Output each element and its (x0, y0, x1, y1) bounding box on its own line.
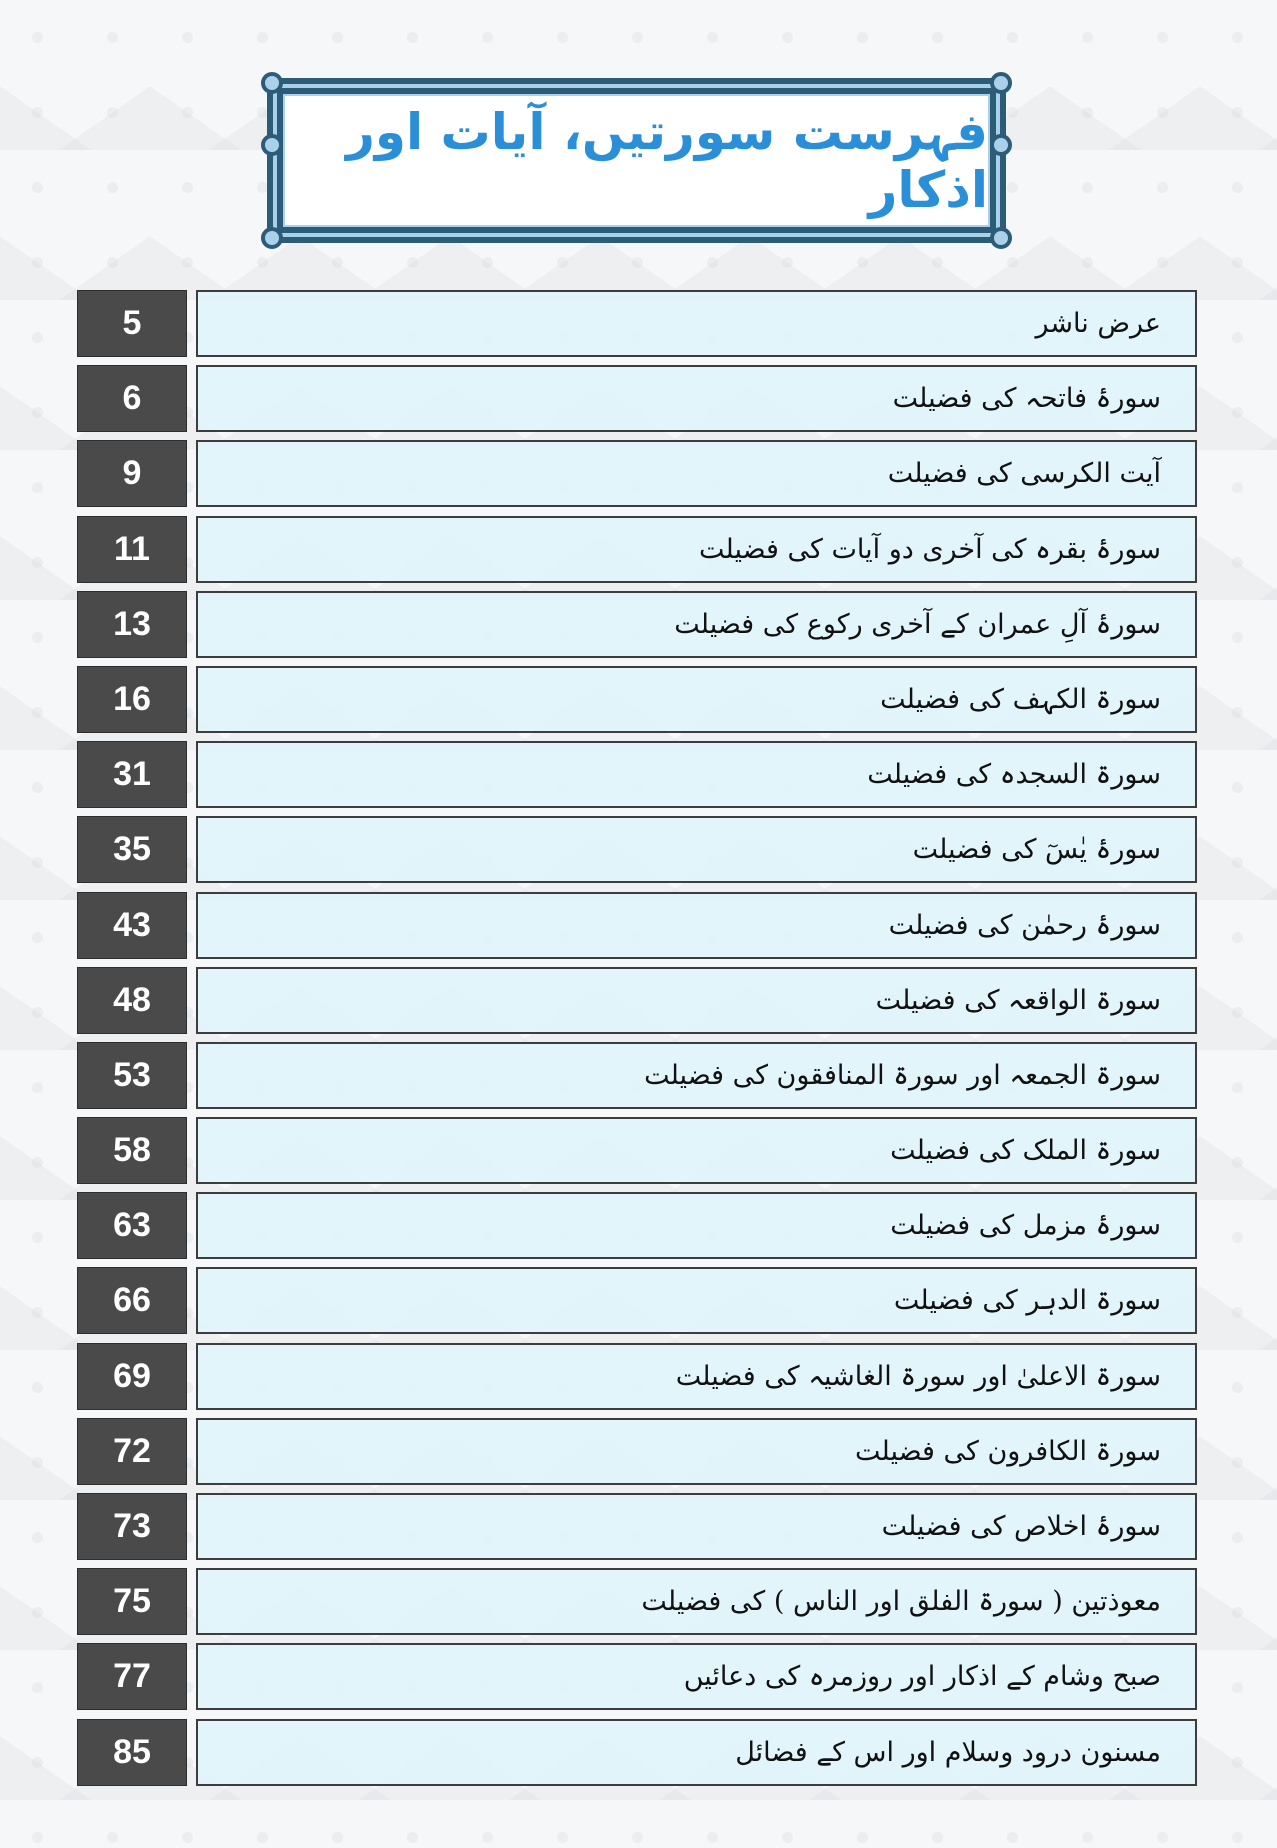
page-number: 77 (77, 1643, 187, 1710)
entry-title: سورۃ الجمعہ اور سورۃ المنافقون کی فضیلت (196, 1042, 1197, 1109)
title-frame-inner-border (277, 88, 996, 233)
entry-title: سورۂ فاتحہ کی فضیلت (196, 365, 1197, 432)
entry-title: سورۃ الاعلیٰ اور سورۃ الغاشیہ کی فضیلت (196, 1343, 1197, 1410)
page-number: 35 (77, 816, 187, 883)
entry-title: مسنون درود وسلام اور اس کے فضائل (196, 1719, 1197, 1786)
page-number: 13 (77, 591, 187, 658)
entry-title: سورۂ رحمٰن کی فضیلت (196, 892, 1197, 959)
entry-title: سورۃ الملک کی فضیلت (196, 1117, 1197, 1184)
page-number: 48 (77, 967, 187, 1034)
page-number: 73 (77, 1493, 187, 1560)
frame-knot-ornament-icon (990, 227, 1012, 249)
title-frame-border (273, 84, 1000, 237)
frame-knot-ornament-icon (990, 72, 1012, 94)
page-number: 6 (77, 365, 187, 432)
toc-row[interactable] (77, 1343, 1197, 1410)
toc-row[interactable] (77, 1418, 1197, 1485)
entry-title: سورۃ السجدہ کی فضیلت (196, 741, 1197, 808)
title-frame (267, 78, 1006, 243)
toc-row[interactable] (77, 967, 1197, 1034)
toc-row[interactable] (77, 1643, 1197, 1710)
entry-title: سورۂ بقرہ کی آخری دو آیات کی فضیلت (196, 516, 1197, 583)
entry-title: عرض ناشر (196, 290, 1197, 357)
entry-title: سورۂ آلِ عمران کے آخری رکوع کی فضیلت (196, 591, 1197, 658)
page-number: 11 (77, 516, 187, 583)
page-number: 63 (77, 1192, 187, 1259)
toc-row[interactable] (77, 591, 1197, 658)
frame-knot-ornament-icon (990, 134, 1012, 156)
frame-knot-ornament-icon (261, 227, 283, 249)
entry-title: صبح وشام کے اذکار اور روزمرہ کی دعائیں (196, 1643, 1197, 1710)
entry-title: سورۂ مزمل کی فضیلت (196, 1192, 1197, 1259)
toc-row[interactable] (77, 516, 1197, 583)
toc-row[interactable] (77, 1267, 1197, 1334)
entry-title: آیت الکرسی کی فضیلت (196, 440, 1197, 507)
toc-row[interactable] (77, 365, 1197, 432)
page-number: 69 (77, 1343, 187, 1410)
entry-title: سورۃ الکہف کی فضیلت (196, 666, 1197, 733)
page-number: 72 (77, 1418, 187, 1485)
entry-title: سورۂ اخلاص کی فضیلت (196, 1493, 1197, 1560)
page-number: 53 (77, 1042, 187, 1109)
page-number: 66 (77, 1267, 187, 1334)
table-of-contents (77, 290, 1197, 1794)
toc-row[interactable] (77, 816, 1197, 883)
title-panel (283, 94, 990, 227)
toc-row[interactable] (77, 290, 1197, 357)
entry-title: سورۂ یٰسٓ کی فضیلت (196, 816, 1197, 883)
toc-row[interactable] (77, 1493, 1197, 1560)
entry-title: سورۃ الواقعہ کی فضیلت (196, 967, 1197, 1034)
toc-row[interactable] (77, 892, 1197, 959)
page-number: 85 (77, 1719, 187, 1786)
frame-knot-ornament-icon (261, 134, 283, 156)
frame-knot-ornament-icon (261, 72, 283, 94)
page-number: 5 (77, 290, 187, 357)
toc-row[interactable] (77, 1192, 1197, 1259)
entry-title: سورۃ الکافرون کی فضیلت (196, 1418, 1197, 1485)
page-number: 9 (77, 440, 187, 507)
page-number: 31 (77, 741, 187, 808)
entry-title: سورۃ الدہر کی فضیلت (196, 1267, 1197, 1334)
toc-row[interactable] (77, 666, 1197, 733)
page-number: 16 (77, 666, 187, 733)
toc-row[interactable] (77, 1117, 1197, 1184)
toc-row[interactable] (77, 440, 1197, 507)
toc-row[interactable] (77, 741, 1197, 808)
page-number: 58 (77, 1117, 187, 1184)
entry-title: معوذتین ( سورۃ الفلق اور الناس ) کی فضیلت (196, 1568, 1197, 1635)
page-number: 43 (77, 892, 187, 959)
toc-row[interactable] (77, 1719, 1197, 1786)
page-title: فہرست سورتیں، آیات اور اذکار (346, 102, 988, 219)
page-number: 75 (77, 1568, 187, 1635)
toc-row[interactable] (77, 1568, 1197, 1635)
toc-row[interactable] (77, 1042, 1197, 1109)
